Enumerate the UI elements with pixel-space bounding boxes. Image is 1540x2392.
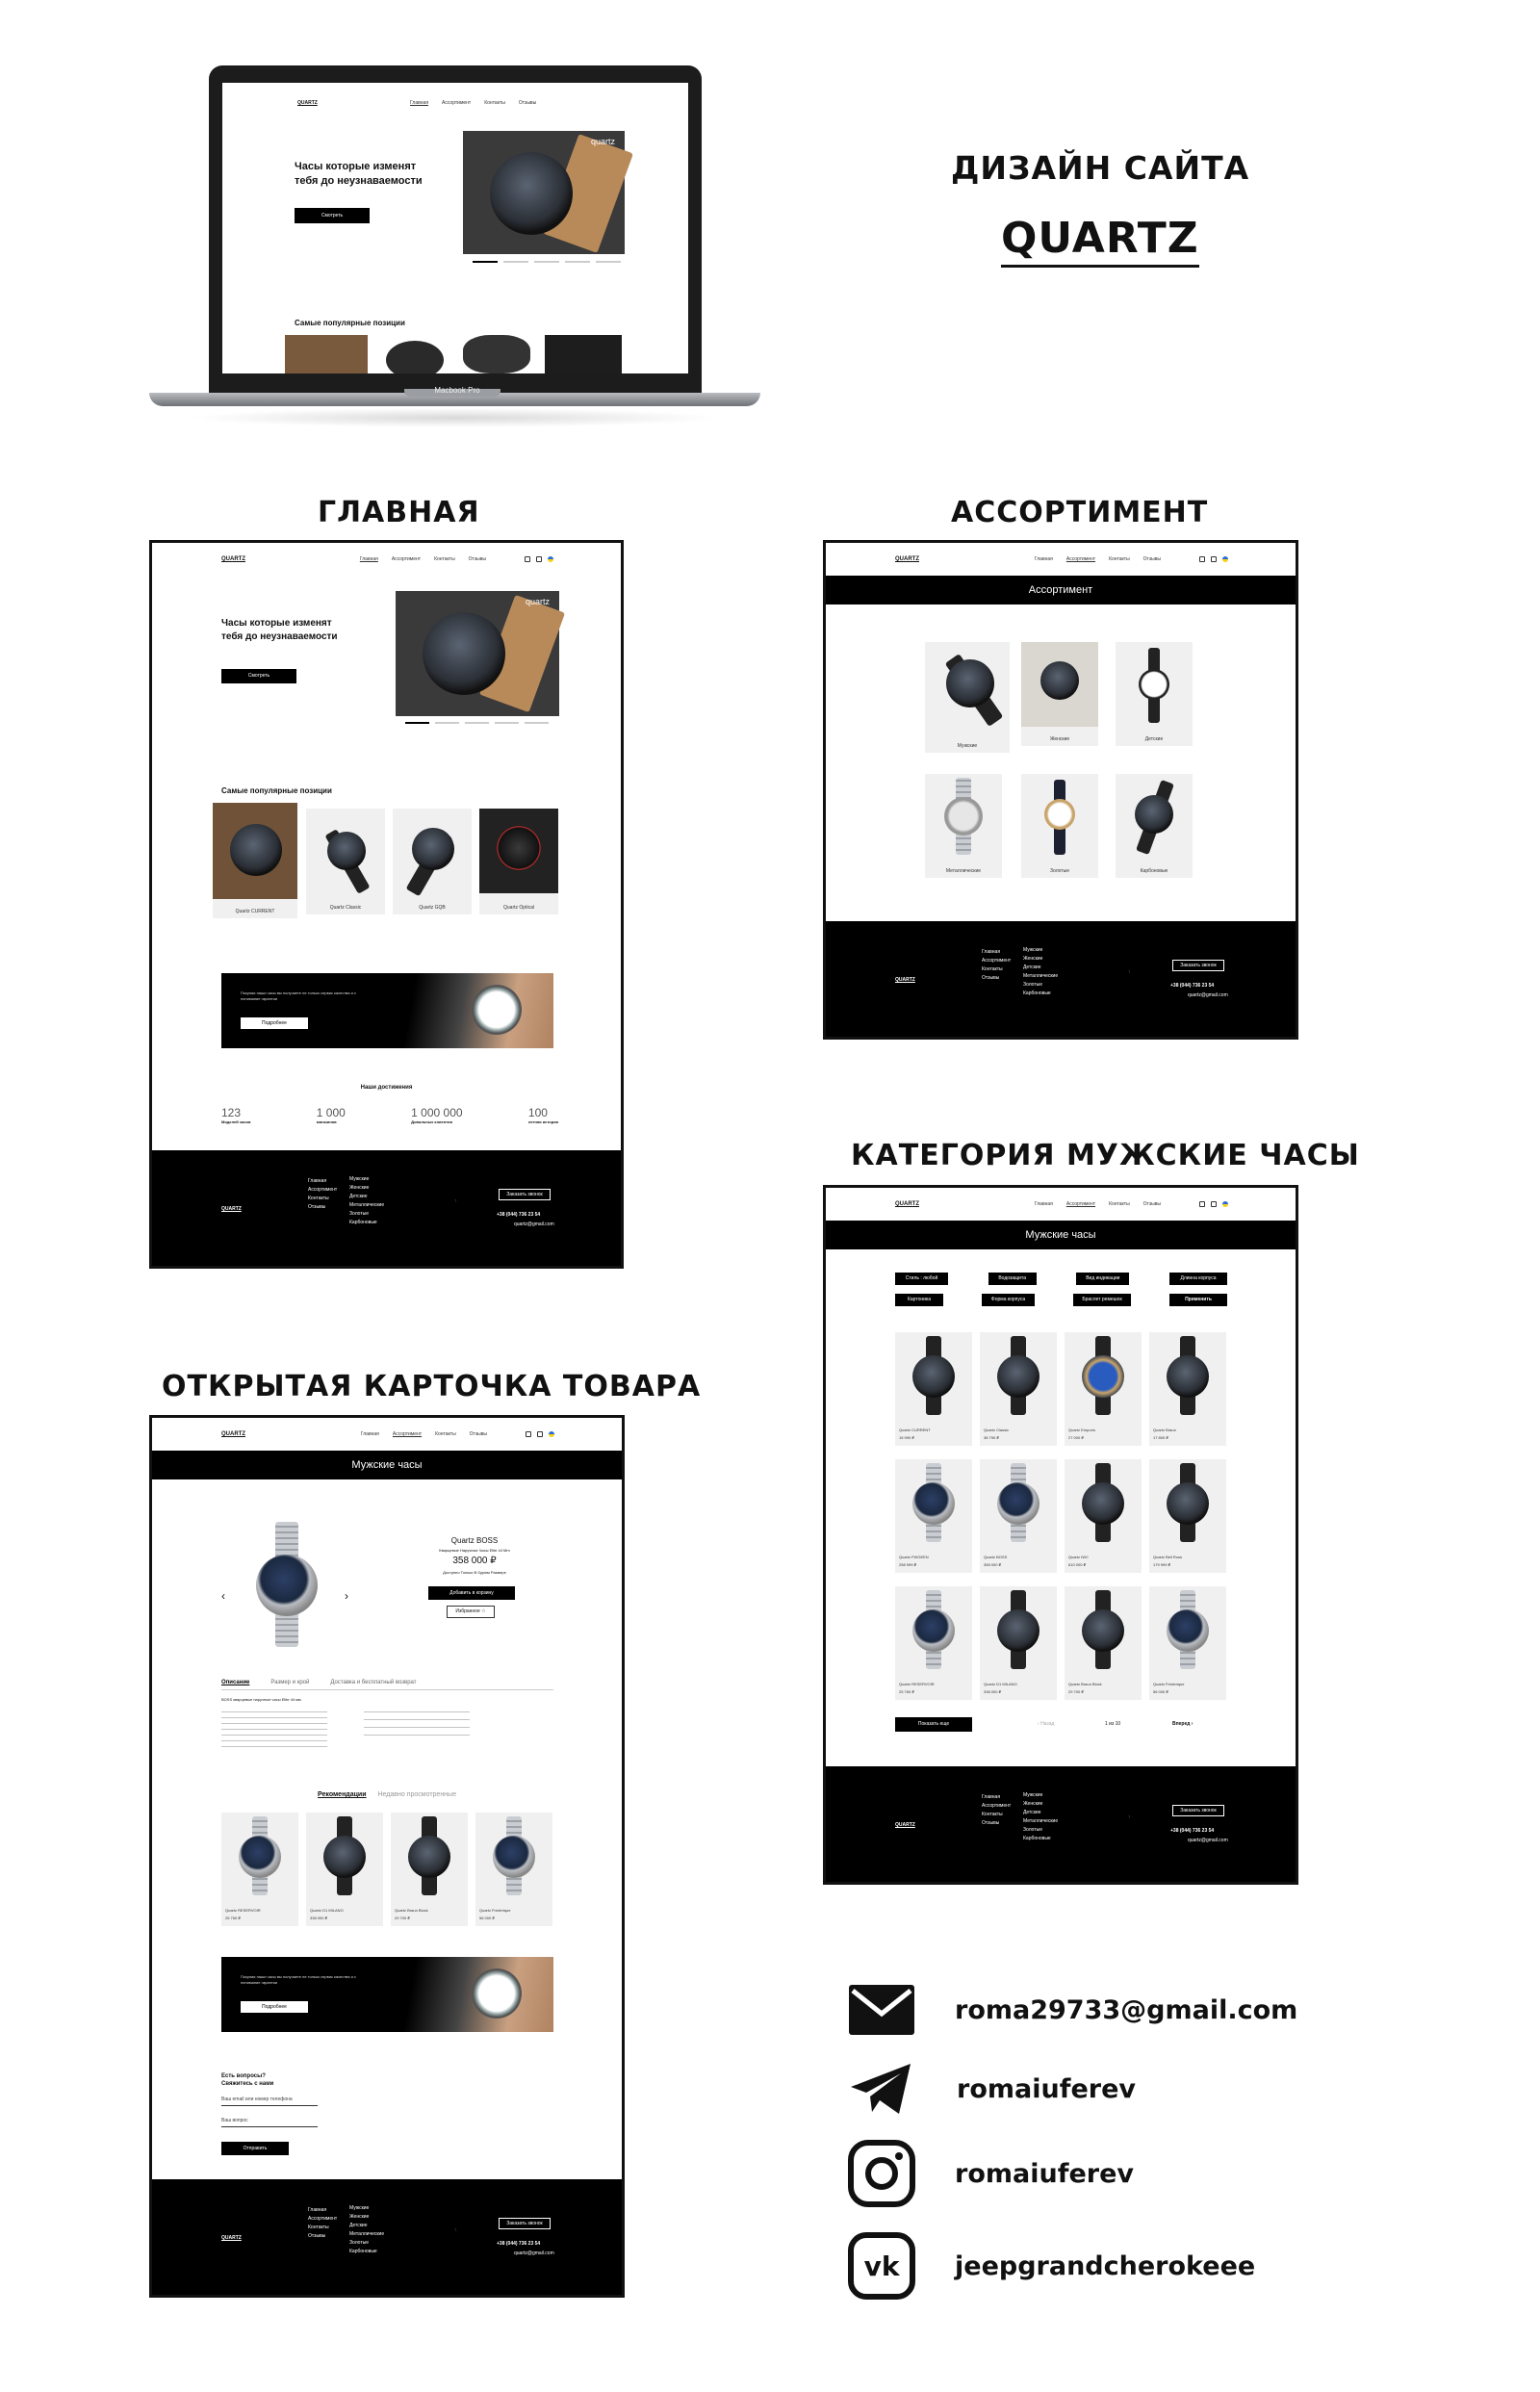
footer-link[interactable]: Карбоновые [1023, 1836, 1051, 1841]
footer-call-button[interactable]: Заказать звонок [1172, 1805, 1224, 1816]
flag-icon[interactable] [1222, 556, 1228, 562]
footer-link[interactable]: Ассортимент [308, 2216, 338, 2222]
tab-size[interactable]: Размер и крой [270, 1680, 310, 1685]
product-card[interactable] [895, 1459, 972, 1573]
footer-link[interactable]: Главная [982, 1794, 1001, 1800]
nav-reviews[interactable]: Отзывы [469, 1431, 487, 1437]
laptop-nav: Главная Ассортимент Контакты Отзывы [410, 100, 537, 106]
footer [152, 2179, 622, 2295]
star-icon[interactable] [536, 556, 542, 562]
footer-logo[interactable]: QUARTZ [895, 977, 915, 983]
footer-phone: +38 (044) 736 23 54 [497, 2241, 541, 2247]
product-availability: Доступно Только В Одном Размере [443, 1570, 506, 1575]
filter-dropdown[interactable]: Длинна корпуса [1169, 1273, 1227, 1285]
contact-instagram-text: romaiuferev [955, 2158, 1134, 2189]
tab-delivery[interactable]: Доставка и бесплатный возврат [330, 1680, 417, 1685]
home-hero-text: Часы которые изменят тебя до неузнаваемости [221, 618, 338, 642]
cart-icon[interactable] [1199, 1201, 1205, 1207]
contact-email[interactable] [847, 1983, 1297, 2037]
product-name: Quartz BOSS [984, 1555, 1008, 1559]
product-name: Quartz Emporio [1068, 1427, 1096, 1432]
screen-catalog [823, 540, 1298, 1040]
screen-mens [823, 1185, 1298, 1885]
laptop-slider-dots[interactable] [473, 261, 621, 263]
question-field[interactable]: Ваш вопрос [221, 2118, 318, 2127]
contact-telegram[interactable] [847, 2060, 1136, 2118]
product-price: 358 000 ₽ [984, 1562, 1002, 1567]
cart-icon[interactable] [525, 556, 530, 562]
footer-link[interactable]: Контакты [982, 966, 1003, 972]
contact-field[interactable]: Ваш email или номер телефона [221, 2096, 318, 2106]
product-price: 56 000 ₽ [1153, 1689, 1168, 1694]
pagination-next[interactable]: Вперед › [1172, 1721, 1194, 1727]
footer-link[interactable]: Металлические [1023, 1818, 1059, 1824]
product-name: Quartz Classic [984, 1427, 1010, 1432]
arrow-up-icon[interactable]: ↑ [454, 1198, 457, 1204]
category-label: Металлические [945, 868, 982, 874]
cart-icon[interactable] [1199, 556, 1205, 562]
footer-cats [349, 2204, 384, 2256]
footer-email: quartz@gmail.com [1188, 1838, 1228, 1843]
hero-title-line1: ДИЗАЙН САЙТА [951, 149, 1250, 187]
arrow-up-icon[interactable]: ↑ [1128, 1814, 1131, 1820]
nav-contacts[interactable]: Контакты [434, 556, 455, 562]
tab-recommendations[interactable]: Рекомендации [318, 1791, 367, 1798]
product-price: 25 760 ₽ [899, 1689, 914, 1694]
star-icon[interactable] [1211, 556, 1217, 562]
laptop-logo: QUARTZ [297, 100, 318, 106]
footer-link[interactable]: Карбоновые [349, 1220, 377, 1225]
contact-telegram-text: romaiuferev [957, 2073, 1136, 2104]
footer-call-button[interactable]: Заказать звонок [1172, 960, 1224, 971]
product-price: 38 790 ₽ [984, 1435, 999, 1440]
popular-card-label: Quartz Classic [329, 905, 362, 911]
product-price: 15 990 ₽ [899, 1435, 914, 1440]
footer-link[interactable]: Золотые [349, 2240, 369, 2246]
filters-row2 [895, 1294, 1227, 1306]
footer-nav [308, 2206, 337, 2241]
footer [152, 1150, 621, 1266]
favorite-button[interactable]: Избранное ☆ [447, 1606, 495, 1618]
product-price: 29 700 ₽ [1068, 1689, 1084, 1694]
laptop-hero-text: Часы которые изменят тебя до неузнаваемости [295, 161, 423, 187]
footer-phone: +38 (044) 736 23 54 [1170, 1828, 1215, 1834]
product-name: Quartz D1 MILANO [984, 1682, 1017, 1686]
description-specs [364, 1711, 470, 1740]
apply-button[interactable]: Применить [1169, 1294, 1227, 1306]
laptop-mockup [149, 65, 760, 450]
filter-dropdown[interactable]: Вид индикации [1076, 1273, 1129, 1285]
achievements-title: Наши достижения [360, 1085, 413, 1091]
laptop-hero-button[interactable]: Смотреть [295, 208, 370, 223]
footer-link[interactable]: Детские [1023, 1810, 1041, 1815]
category-card[interactable] [1116, 642, 1193, 746]
product-card[interactable] [895, 1586, 972, 1700]
logo[interactable]: QUARTZ [221, 556, 245, 562]
popular-card-label: Quartz GQB [419, 905, 446, 911]
filter-dropdown[interactable]: Картоника [895, 1294, 943, 1306]
footer-cats [1023, 1791, 1058, 1843]
laptop-popular-title: Самые популярные позиции [295, 319, 405, 327]
instagram-icon [847, 2139, 916, 2208]
footer-email: quartz@gmail.com [1188, 992, 1228, 998]
rec-price: 56 000 ₽ [479, 1916, 495, 1920]
product-card[interactable] [1065, 1332, 1142, 1446]
main-nav [361, 1431, 487, 1437]
star-icon[interactable] [1211, 1201, 1217, 1207]
nav-reviews[interactable]: Отзывы [1142, 1201, 1161, 1207]
rec-name: Quartz D1 MILANO [310, 1908, 344, 1913]
flag-icon[interactable] [549, 1431, 554, 1437]
product-price: 358 000 ₽ [452, 1556, 497, 1566]
product-price: 610 000 ₽ [1068, 1562, 1087, 1567]
product-card[interactable] [980, 1586, 1057, 1700]
footer-link[interactable]: Главная [308, 1178, 327, 1184]
rec-name: Quartz RESERVOIR [225, 1908, 261, 1913]
star-icon[interactable] [537, 1431, 543, 1437]
description-text [221, 1711, 327, 1750]
category-card[interactable] [1021, 642, 1098, 746]
popular-card[interactable] [479, 809, 558, 914]
popular-card[interactable] [393, 809, 472, 914]
footer-link[interactable]: Женские [349, 1185, 370, 1191]
rec-card[interactable] [475, 1813, 552, 1926]
filter-dropdown[interactable]: Браслет ремешок [1073, 1294, 1131, 1306]
footer-nav [308, 1177, 337, 1212]
telegram-icon [847, 2060, 916, 2118]
footer-link[interactable]: Мужские [1023, 947, 1043, 953]
home-hero-image [396, 591, 559, 716]
promo-banner [221, 973, 553, 1048]
pagination-page: 1 из 10 [1105, 1721, 1121, 1727]
product-name: Quartz Bell Ross [1153, 1555, 1183, 1559]
promo-button[interactable]: Подробнее [241, 2001, 308, 2013]
contact-vk-text: jeepgrandcherokeee [955, 2251, 1256, 2281]
footer-link[interactable]: Золотые [1023, 982, 1042, 988]
footer-nav [982, 948, 1011, 983]
footer-link[interactable]: Золотые [1023, 1827, 1042, 1833]
category-label: Женские [1049, 736, 1070, 742]
rec-card[interactable] [391, 1813, 468, 1926]
home-slider-dots[interactable] [405, 722, 549, 724]
footer-link[interactable]: Контакты [308, 2225, 329, 2230]
product-name: Quartz BOSS [450, 1536, 499, 1545]
filter-dropdown[interactable]: Стиль : любой [895, 1273, 948, 1285]
show-more-button[interactable]: Показать еще [895, 1717, 972, 1732]
category-label: Золотые [1050, 868, 1069, 874]
category-card[interactable] [1021, 774, 1098, 878]
promo-text: Покупая наши часы вы получаете не только сервис качества и с понимание гарантии [241, 990, 356, 1001]
product-card[interactable] [1149, 1459, 1226, 1573]
logo[interactable]: QUARTZ [895, 1201, 919, 1207]
nav-home[interactable]: Главная [1034, 556, 1053, 562]
svg-text:vk: vk [863, 2251, 900, 2282]
product-card[interactable] [980, 1332, 1057, 1446]
catalog-bar: Ассортимент [826, 576, 1296, 604]
product-card[interactable] [980, 1459, 1057, 1573]
nav-contacts[interactable]: Контакты [435, 1431, 456, 1437]
description-title: BOSS кварцевые наручные часы Elite 44 мм [221, 1697, 301, 1702]
nav-catalog[interactable]: Ассортимент [392, 1431, 423, 1437]
footer-nav [982, 1793, 1011, 1828]
flag-icon[interactable] [1222, 1201, 1228, 1207]
cart-icon[interactable] [526, 1431, 531, 1437]
product-card[interactable] [1149, 1332, 1226, 1446]
section-title-mens: КАТЕГОРИЯ МУЖСКИЕ ЧАСЫ [851, 1139, 1360, 1172]
questions-title: Есть вопросы? Свяжитесь с нами [221, 2073, 274, 2087]
contact-email-text: roma29733@gmail.com [955, 1994, 1298, 2025]
footer-link[interactable]: Ассортимент [308, 1187, 338, 1193]
footer-call-button[interactable]: Заказать звонок [499, 1189, 551, 1200]
laptop-label: Macbook Pro [434, 386, 480, 395]
nav-home[interactable]: Главная [359, 556, 378, 562]
footer-link[interactable]: Карбоновые [349, 2249, 377, 2254]
nav-catalog[interactable]: Ассортимент [391, 556, 422, 562]
logo[interactable]: QUARTZ [895, 556, 919, 562]
category-label: Карбоновые [1140, 868, 1168, 874]
product-bar: Мужские часы [152, 1451, 622, 1479]
filters-row1 [895, 1273, 1227, 1285]
footer-link[interactable]: Мужские [349, 2205, 370, 2211]
popular-card[interactable] [213, 803, 297, 918]
footer-link[interactable]: Главная [308, 2207, 327, 2213]
footer-link[interactable]: Женские [349, 2214, 370, 2220]
achievement: 123 Моделей часов [221, 1106, 251, 1124]
footer-link[interactable]: Ассортимент [982, 1803, 1012, 1809]
nav-catalog[interactable]: Ассортимент [1065, 1201, 1096, 1207]
footer [826, 1766, 1296, 1882]
product-name: Quartz FWGEEN [899, 1555, 929, 1559]
popular-card[interactable] [306, 809, 385, 914]
category-card[interactable] [925, 774, 1002, 878]
footer-link[interactable]: Металлические [349, 1202, 385, 1208]
footer-link[interactable]: Детские [349, 2223, 368, 2228]
footer-link[interactable]: Детские [349, 1194, 368, 1199]
promo-button[interactable]: Подробнее [241, 1017, 308, 1029]
section-title-product: ОТКРЫТАЯ КАРТОЧКА ТОВАРА [162, 1370, 702, 1403]
add-to-cart-button[interactable]: Добавить в корзину [428, 1586, 515, 1600]
footer-link[interactable]: Детские [1023, 965, 1041, 970]
footer-cats [349, 1175, 384, 1227]
footer-logo[interactable]: QUARTZ [221, 1206, 242, 1212]
filter-dropdown[interactable]: Форма корпуса [982, 1294, 1035, 1306]
home-hero-button[interactable]: Смотреть [221, 669, 296, 683]
rec-name: Quartz Frederique [479, 1908, 511, 1913]
product-name: Quartz CURRENT [899, 1427, 931, 1432]
nav-reviews[interactable]: Отзывы [468, 556, 486, 562]
rec-price: 29 700 ₽ [395, 1916, 410, 1920]
nav-reviews[interactable]: Отзывы [1142, 556, 1161, 562]
product-tabs [221, 1680, 416, 1685]
product-name: Quartz RESERVOIR [899, 1682, 935, 1686]
logo[interactable]: QUARTZ [221, 1431, 245, 1437]
product-image [248, 1522, 325, 1647]
laptop-screen [209, 65, 702, 393]
home-hero-brand: quartz [525, 597, 550, 606]
footer-link[interactable]: Контакты [308, 1196, 329, 1201]
laptop-hero-image [463, 131, 625, 254]
nav-contacts[interactable]: Контакты [1109, 1201, 1130, 1207]
footer-link[interactable]: Мужские [1023, 1792, 1043, 1798]
footer-logo[interactable]: QUARTZ [221, 2235, 242, 2241]
footer-link[interactable]: Отзывы [982, 1820, 1000, 1826]
footer-phone: +38 (044) 736 23 54 [497, 1212, 541, 1218]
footer [826, 921, 1296, 1037]
footer-link[interactable]: Металлические [349, 2231, 385, 2237]
footer-link[interactable]: Главная [982, 949, 1001, 955]
hero-title-line2: QUARTZ [1001, 214, 1199, 268]
product-card[interactable] [1065, 1459, 1142, 1573]
section-title-home: ГЛАВНАЯ [318, 496, 480, 529]
rec-tabs [152, 1791, 622, 1798]
popular-card-label: Quartz CURRENT [235, 909, 275, 914]
rec-card[interactable] [306, 1813, 383, 1926]
product-card[interactable] [1149, 1586, 1226, 1700]
footer-cats [1023, 946, 1058, 998]
footer-link[interactable]: Золотые [349, 1211, 369, 1217]
product-name: Quartz IWC [1068, 1555, 1089, 1559]
promo-text: Покупая наши часы вы получаете не только сервис качества и с понимание гарантии [241, 1974, 356, 1985]
category-card[interactable] [925, 642, 1010, 753]
product-name: Quartz Braun Block [1068, 1682, 1102, 1686]
product-price: 179 999 ₽ [1153, 1562, 1171, 1567]
chevron-right-icon[interactable]: › [345, 1589, 348, 1603]
vk-icon [847, 2231, 916, 2301]
mail-icon [847, 1983, 916, 2037]
footer-link[interactable]: Металлические [1023, 973, 1059, 979]
product-price: 17 800 ₽ [1153, 1435, 1168, 1440]
footer-link[interactable]: Карбоновые [1023, 990, 1051, 996]
nav-catalog[interactable]: Ассортимент [1065, 556, 1096, 562]
footer-link[interactable]: Женские [1023, 1801, 1043, 1807]
rec-price: 338 000 ₽ [310, 1916, 328, 1920]
send-button[interactable]: Отправить [221, 2142, 289, 2155]
nav-home[interactable]: Главная [360, 1431, 379, 1437]
footer-link[interactable]: Мужские [349, 1176, 370, 1182]
footer-logo[interactable]: QUARTZ [895, 1822, 915, 1828]
contact-vk[interactable] [847, 2231, 1255, 2301]
product-price: 27 000 ₽ [1068, 1435, 1084, 1440]
achievement: 1 000 000 Довольных клиентов [411, 1106, 463, 1124]
footer-link[interactable]: Отзывы [308, 2233, 326, 2239]
footer-link[interactable]: Контакты [982, 1812, 1003, 1817]
filter-dropdown[interactable]: Водозащита [988, 1273, 1037, 1285]
arrow-up-icon[interactable]: ↑ [1128, 969, 1131, 975]
chevron-left-icon[interactable]: ‹ [221, 1589, 225, 1603]
contact-instagram[interactable] [847, 2139, 1134, 2208]
promo-banner [221, 1957, 553, 2032]
screen-home [149, 540, 624, 1269]
product-name: Quartz Frederique [1153, 1682, 1185, 1686]
product-card[interactable] [895, 1332, 972, 1446]
achievements [221, 1106, 558, 1124]
main-nav [1035, 556, 1161, 562]
achievement: 1 000 магазинов [316, 1106, 346, 1124]
product-name: Quartz Braun [1153, 1427, 1176, 1432]
popular-card-label: Quartz Optical [503, 905, 534, 911]
footer-call-button[interactable]: Заказать звонок [499, 2218, 551, 2229]
product-subtitle: Кварцевые Наручные Часы Elite 44 Mm [439, 1548, 510, 1553]
screen-product [149, 1415, 625, 2298]
product-card[interactable] [1065, 1586, 1142, 1700]
rec-name: Quartz Braun Block [395, 1908, 428, 1913]
tab-recently-viewed[interactable]: Недавно просмотренные [377, 1791, 456, 1798]
achievement: 100 летняя история [527, 1106, 558, 1124]
mens-bar: Мужские часы [826, 1221, 1296, 1249]
product-price: 258 999 ₽ [899, 1562, 917, 1567]
main-nav [1035, 1201, 1161, 1207]
footer-phone: +38 (044) 736 23 54 [1170, 983, 1215, 989]
nav-home[interactable]: Главная [1034, 1201, 1053, 1207]
product-info [412, 1536, 537, 1575]
rec-price: 25 760 ₽ [225, 1916, 241, 1920]
footer-link[interactable]: Отзывы [982, 975, 1000, 981]
category-card[interactable] [1116, 774, 1193, 878]
main-nav [360, 556, 486, 562]
arrow-up-icon[interactable]: ↑ [454, 2227, 457, 2233]
footer-link[interactable]: Отзывы [308, 1204, 326, 1210]
footer-link[interactable]: Женские [1023, 956, 1043, 962]
product-price: 338 000 ₽ [984, 1689, 1002, 1694]
pagination-prev[interactable]: ‹ Назад [1038, 1721, 1055, 1727]
section-title-catalog: АССОРТИМЕНТ [951, 496, 1209, 529]
footer-email: quartz@gmail.com [514, 1222, 554, 1227]
footer-email: quartz@gmail.com [514, 2251, 554, 2256]
category-label: Мужские [957, 743, 978, 749]
category-label: Детские [1144, 736, 1164, 742]
flag-icon[interactable] [548, 556, 553, 562]
hero-brand: quartz [590, 137, 615, 146]
tab-description[interactable]: Описание [221, 1680, 250, 1685]
rec-card[interactable] [221, 1813, 298, 1926]
footer-link[interactable]: Ассортимент [982, 958, 1012, 964]
popular-title: Самые популярные позиции [221, 786, 332, 795]
nav-contacts[interactable]: Контакты [1109, 556, 1130, 562]
